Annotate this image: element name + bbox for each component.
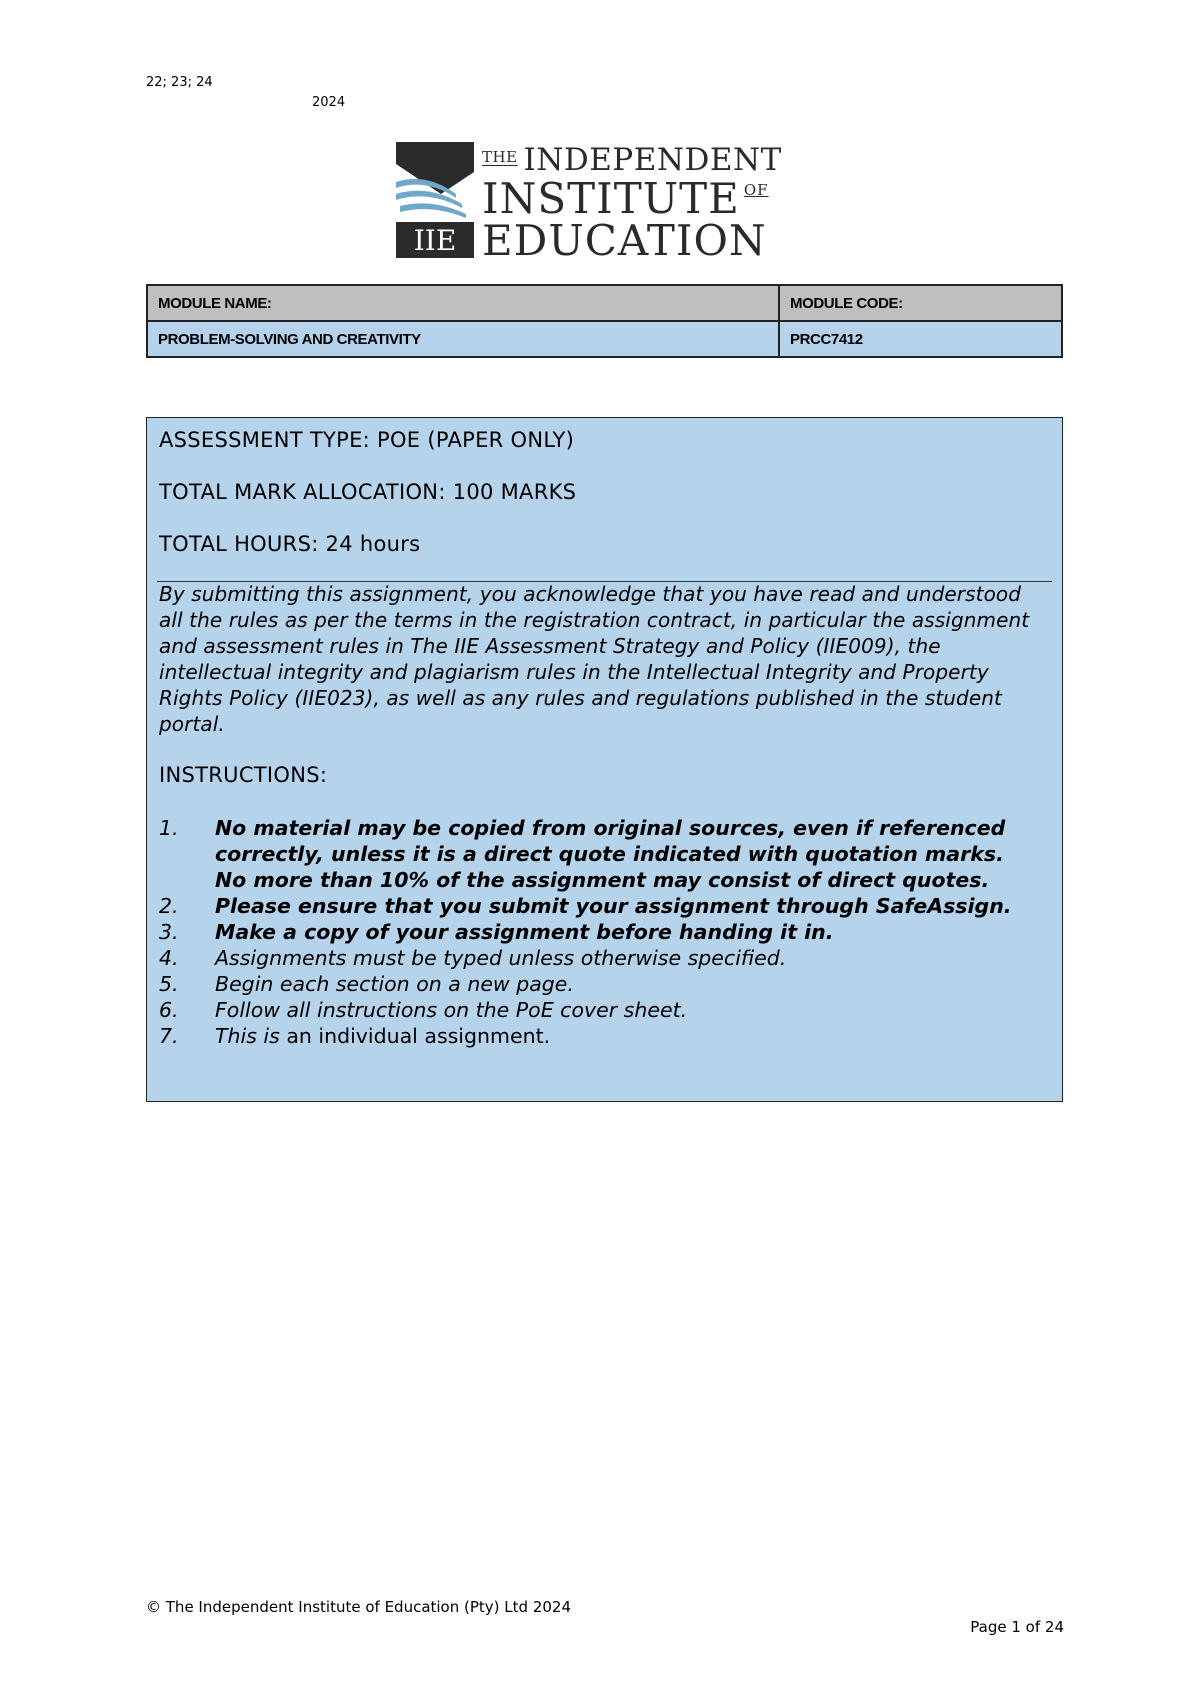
header-line-1: 22; 23; 24 [146, 75, 213, 90]
module-code-value: PRCC7412 [779, 321, 1062, 357]
list-item [159, 893, 1039, 919]
list-item-text: Assignments must be typed unless otherwise specified. [215, 946, 787, 970]
list-item-number: 1. [159, 816, 179, 840]
total-mark-allocation: TOTAL MARK ALLOCATION: 100 MARKS [159, 480, 577, 504]
list-item-number: 6. [159, 998, 179, 1022]
assessment-box [146, 417, 1063, 1102]
list-item-text [215, 1023, 1039, 1049]
list-item-number: 3. [159, 920, 179, 944]
logo-of: OF [743, 181, 769, 199]
logo-mark-text: IIE [413, 224, 457, 257]
iie-logo [396, 142, 816, 265]
list-item-number: 2. [159, 894, 179, 918]
book-icon [396, 142, 474, 258]
header-line-2: 2024 [312, 95, 346, 110]
module-code-label: MODULE CODE: [779, 285, 1062, 321]
acknowledgement-text: By submitting this assignment, you acknowledge that you have read and understood all the rules as per the terms in the registration contract, in particular the assignment and assessment rules in The IIE Assessment Strategy and Policy (IIE009), the intellectual integrity and plagiarism rules in the Intellectual Integrity and Property Rights Policy (IIE023), as well as any rules and regulations published in the student portal. [159, 582, 1030, 736]
list-item-text: No material may be copied from original sources, even if referenced correctly, unless it is a direct quote indicated with quotation marks. No more than 10% of the assignment may consist of direct quotes. [215, 816, 1006, 892]
list-item [159, 945, 1039, 971]
list-item [159, 1023, 1039, 1049]
list-item-text: Follow all instructions on the PoE cover sheet. [215, 998, 688, 1022]
assessment-type: ASSESSMENT TYPE: POE (PAPER ONLY) [159, 428, 575, 452]
instructions-title: INSTRUCTIONS: [159, 763, 328, 787]
list-item-number: 5. [159, 972, 179, 996]
list-item-number: 7. [159, 1024, 179, 1048]
module-name-value: PROBLEM-SOLVING AND CREATIVITY [147, 321, 779, 357]
list-item [159, 971, 1039, 997]
module-table [146, 284, 1063, 358]
footer-copyright: © The Independent Institute of Education (Pty) Ltd 2024 [146, 1598, 571, 1616]
module-name-label: MODULE NAME: [147, 285, 779, 321]
list-item-text: Please ensure that you submit your assignment through SafeAssign. [215, 894, 1012, 918]
footer-page-number: Page 1 of 24 [970, 1618, 1064, 1636]
list-item [159, 997, 1039, 1023]
list-item [159, 919, 1039, 945]
logo-line-1: INDEPENDENT [523, 142, 782, 178]
list-item-text: Make a copy of your assignment before handing it in. [215, 920, 834, 944]
list-item [159, 815, 1039, 893]
total-hours: TOTAL HOURS: 24 hours [159, 532, 421, 556]
logo-line-3: EDUCATION [482, 216, 767, 265]
logo-line-2: INSTITUTE [482, 174, 740, 223]
logo-the: THE [482, 148, 518, 166]
list-item-text-plain: an individual assignment. [279, 1024, 551, 1048]
list-item-number: 4. [159, 946, 179, 970]
instructions-list [159, 815, 1039, 1049]
list-item-text: Begin each section on a new page. [215, 972, 574, 996]
list-item-text-italic: This is [215, 1024, 280, 1048]
